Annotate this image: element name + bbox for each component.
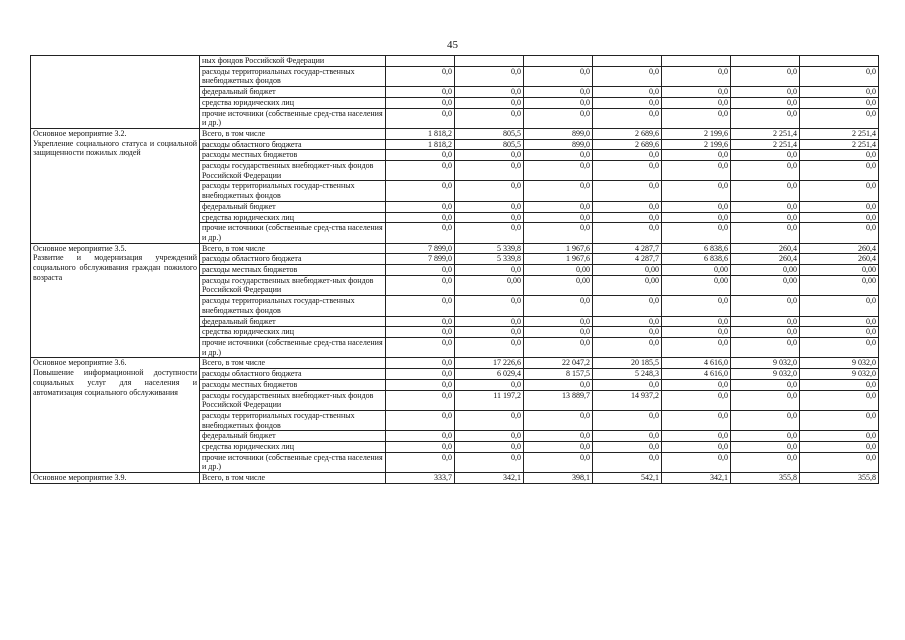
value-cell: 0,0 [386, 431, 455, 442]
value-cell: 2 689,6 [593, 139, 662, 150]
value-cell: 0,00 [731, 265, 800, 276]
funding-source: расходы местных бюджетов [200, 379, 386, 390]
value-cell: 4 287,7 [593, 254, 662, 265]
value-cell: 0,0 [386, 316, 455, 327]
value-cell: 0,0 [800, 327, 879, 338]
value-cell: 0,0 [662, 87, 731, 98]
value-cell: 8 157,5 [524, 369, 593, 380]
value-cell: 0,0 [524, 161, 593, 181]
value-cell: 0,0 [386, 337, 455, 357]
funding-source: расходы территориальных государ-ственных внебюджетных фондов [200, 296, 386, 316]
value-cell: 0,0 [731, 161, 800, 181]
value-cell: 0,0 [731, 97, 800, 108]
value-cell: 0,0 [386, 327, 455, 338]
value-cell: 0,0 [731, 390, 800, 410]
value-cell [800, 56, 879, 67]
value-cell: 0,0 [593, 442, 662, 453]
value-cell: 0,0 [731, 442, 800, 453]
value-cell: 0,0 [593, 161, 662, 181]
value-cell: 0,0 [731, 296, 800, 316]
value-cell: 0,0 [731, 452, 800, 472]
value-cell [731, 56, 800, 67]
value-cell: 342,1 [662, 473, 731, 484]
value-cell: 0,0 [593, 327, 662, 338]
value-cell: 0,0 [524, 452, 593, 472]
value-cell: 0,0 [455, 379, 524, 390]
value-cell: 0,00 [731, 275, 800, 295]
value-cell: 0,0 [386, 265, 455, 276]
value-cell: 0,0 [386, 369, 455, 380]
value-cell: 9 032,0 [731, 358, 800, 369]
value-cell: 0,0 [800, 296, 879, 316]
value-cell: 0,0 [593, 212, 662, 223]
value-cell: 2 689,6 [593, 128, 662, 139]
value-cell [593, 56, 662, 67]
value-cell: 0,0 [662, 379, 731, 390]
table-row [31, 128, 879, 139]
value-cell: 0,0 [524, 327, 593, 338]
value-cell: 11 197,2 [455, 390, 524, 410]
value-cell: 0,0 [731, 316, 800, 327]
value-cell: 0,0 [386, 296, 455, 316]
value-cell: 0,0 [455, 66, 524, 86]
funding-source: средства юридических лиц [200, 97, 386, 108]
value-cell: 0,0 [386, 87, 455, 98]
value-cell: 9 032,0 [800, 369, 879, 380]
value-cell: 0,0 [455, 97, 524, 108]
value-cell: 0,0 [662, 327, 731, 338]
value-cell: 0,0 [455, 87, 524, 98]
funding-source: средства юридических лиц [200, 442, 386, 453]
value-cell: 342,1 [455, 473, 524, 484]
funding-source: расходы областного бюджета [200, 139, 386, 150]
table-row [31, 56, 879, 67]
value-cell: 5 339,8 [455, 243, 524, 254]
value-cell: 0,0 [524, 201, 593, 212]
value-cell: 0,0 [386, 379, 455, 390]
value-cell: 0,0 [662, 201, 731, 212]
value-cell: 1 818,2 [386, 128, 455, 139]
value-cell: 0,0 [386, 201, 455, 212]
value-cell: 6 838,6 [662, 243, 731, 254]
value-cell: 0,0 [524, 296, 593, 316]
value-cell: 0,0 [524, 66, 593, 86]
value-cell: 0,0 [593, 431, 662, 442]
value-cell: 0,0 [455, 296, 524, 316]
value-cell: 0,0 [455, 108, 524, 128]
value-cell: 0,0 [386, 150, 455, 161]
value-cell: 7 899,0 [386, 243, 455, 254]
funding-source: Всего, в том числе [200, 473, 386, 484]
value-cell: 0,0 [593, 66, 662, 86]
value-cell: 4 616,0 [662, 358, 731, 369]
value-cell: 0,0 [731, 410, 800, 430]
value-cell: 0,0 [731, 150, 800, 161]
measure-title: Основное мероприятие 3.5. [33, 243, 127, 253]
value-cell: 0,0 [800, 150, 879, 161]
value-cell: 0,0 [662, 410, 731, 430]
funding-source: ных фондов Российской Федерации [200, 56, 386, 67]
value-cell: 7 899,0 [386, 254, 455, 265]
value-cell: 0,0 [800, 97, 879, 108]
measure-cell [31, 243, 200, 358]
value-cell: 0,0 [524, 410, 593, 430]
value-cell: 0,0 [593, 87, 662, 98]
table-row [31, 358, 879, 369]
value-cell: 0,0 [455, 201, 524, 212]
value-cell: 2 251,4 [800, 139, 879, 150]
value-cell: 0,0 [386, 442, 455, 453]
value-cell: 0,00 [524, 275, 593, 295]
value-cell: 805,5 [455, 128, 524, 139]
value-cell [524, 56, 593, 67]
value-cell: 5 339,8 [455, 254, 524, 265]
value-cell: 0,0 [731, 431, 800, 442]
value-cell: 0,0 [455, 442, 524, 453]
value-cell: 0,0 [524, 212, 593, 223]
value-cell: 0,00 [455, 275, 524, 295]
value-cell: 0,0 [524, 181, 593, 201]
value-cell: 0,0 [662, 66, 731, 86]
value-cell: 4 287,7 [593, 243, 662, 254]
value-cell: 0,0 [800, 390, 879, 410]
value-cell: 0,0 [731, 66, 800, 86]
value-cell: 0,0 [455, 161, 524, 181]
value-cell: 0,0 [455, 431, 524, 442]
value-cell: 6 029,4 [455, 369, 524, 380]
value-cell: 0,0 [455, 410, 524, 430]
funding-source: расходы местных бюджетов [200, 150, 386, 161]
value-cell: 0,0 [800, 108, 879, 128]
table-body [31, 56, 879, 484]
value-cell: 0,0 [524, 87, 593, 98]
page-number: 45 [447, 39, 458, 51]
value-cell: 0,0 [386, 212, 455, 223]
funding-source: прочие источники (собственные сред-ства населения и др.) [200, 337, 386, 357]
value-cell: 0,0 [662, 390, 731, 410]
value-cell: 0,0 [455, 452, 524, 472]
funding-source: Всего, в том числе [200, 128, 386, 139]
value-cell: 0,0 [593, 97, 662, 108]
measure-cell [31, 358, 200, 473]
value-cell: 0,0 [731, 223, 800, 243]
value-cell [455, 56, 524, 67]
value-cell: 0,0 [731, 327, 800, 338]
funding-source: федеральный бюджет [200, 431, 386, 442]
value-cell: 0,0 [800, 452, 879, 472]
value-cell: 0,00 [800, 265, 879, 276]
value-cell: 1 967,6 [524, 243, 593, 254]
value-cell: 0,0 [593, 379, 662, 390]
value-cell: 0,0 [455, 212, 524, 223]
value-cell: 0,0 [731, 87, 800, 98]
value-cell: 0,0 [662, 223, 731, 243]
funding-source: расходы территориальных государ-ственных внебюджетных фондов [200, 410, 386, 430]
funding-source: средства юридических лиц [200, 212, 386, 223]
value-cell: 0,0 [593, 223, 662, 243]
value-cell: 0,0 [593, 181, 662, 201]
value-cell: 355,8 [731, 473, 800, 484]
value-cell [662, 56, 731, 67]
value-cell: 0,0 [800, 316, 879, 327]
value-cell: 355,8 [800, 473, 879, 484]
value-cell: 899,0 [524, 139, 593, 150]
measure-title: Основное мероприятие 3.2. [33, 128, 127, 138]
value-cell: 0,0 [662, 431, 731, 442]
funding-source: расходы местных бюджетов [200, 265, 386, 276]
measure-description: Укрепление социального статуса и социальной защищенности пожилых людей [33, 138, 197, 158]
value-cell: 0,0 [662, 452, 731, 472]
funding-source: федеральный бюджет [200, 201, 386, 212]
value-cell: 0,0 [455, 150, 524, 161]
value-cell: 9 032,0 [731, 369, 800, 380]
funding-source: федеральный бюджет [200, 87, 386, 98]
value-cell: 0,0 [455, 181, 524, 201]
value-cell: 2 199,6 [662, 128, 731, 139]
funding-source: расходы областного бюджета [200, 369, 386, 380]
table-row [31, 243, 879, 254]
funding-source: Всего, в том числе [200, 358, 386, 369]
value-cell: 6 838,6 [662, 254, 731, 265]
value-cell: 0,0 [662, 296, 731, 316]
value-cell: 542,1 [593, 473, 662, 484]
value-cell: 0,0 [455, 265, 524, 276]
value-cell: 0,0 [662, 442, 731, 453]
value-cell: 0,0 [593, 108, 662, 128]
value-cell: 260,4 [731, 243, 800, 254]
value-cell: 0,0 [800, 161, 879, 181]
value-cell: 0,0 [455, 223, 524, 243]
value-cell: 260,4 [800, 243, 879, 254]
measure-cell [31, 473, 200, 484]
value-cell: 0,0 [455, 316, 524, 327]
value-cell: 0,0 [524, 97, 593, 108]
value-cell: 0,0 [386, 66, 455, 86]
value-cell: 0,0 [800, 410, 879, 430]
value-cell: 13 889,7 [524, 390, 593, 410]
funding-source: прочие источники (собственные сред-ства населения и др.) [200, 452, 386, 472]
value-cell: 1 818,2 [386, 139, 455, 150]
value-cell: 0,0 [593, 316, 662, 327]
value-cell: 0,0 [386, 452, 455, 472]
value-cell: 0,0 [800, 66, 879, 86]
funding-source: Всего, в том числе [200, 243, 386, 254]
value-cell: 0,0 [662, 150, 731, 161]
funding-source: расходы территориальных государ-ственных внебюджетных фондов [200, 181, 386, 201]
funding-source: расходы государственных внебюджет-ных фондов Российской Федерации [200, 275, 386, 295]
value-cell: 0,0 [800, 442, 879, 453]
value-cell: 5 248,3 [593, 369, 662, 380]
value-cell: 17 226,6 [455, 358, 524, 369]
value-cell: 0,0 [593, 337, 662, 357]
value-cell: 0,0 [524, 108, 593, 128]
value-cell: 0,0 [731, 379, 800, 390]
funding-source: расходы государственных внебюджет-ных фондов Российской Федерации [200, 161, 386, 181]
value-cell: 0,00 [800, 275, 879, 295]
value-cell: 0,0 [386, 223, 455, 243]
measure-title: Основное мероприятие 3.6. [33, 358, 127, 368]
value-cell: 0,0 [524, 379, 593, 390]
value-cell: 0,0 [524, 337, 593, 357]
value-cell: 0,0 [731, 212, 800, 223]
value-cell: 0,0 [524, 431, 593, 442]
value-cell: 0,0 [593, 150, 662, 161]
funding-source: средства юридических лиц [200, 327, 386, 338]
value-cell: 0,0 [731, 201, 800, 212]
value-cell: 0,0 [800, 379, 879, 390]
value-cell: 0,0 [386, 108, 455, 128]
value-cell: 0,0 [386, 410, 455, 430]
value-cell: 0,0 [455, 337, 524, 357]
value-cell: 0,0 [593, 410, 662, 430]
measure-title: Основное мероприятие 3.9. [33, 473, 127, 483]
value-cell: 0,0 [524, 223, 593, 243]
value-cell: 0,0 [593, 452, 662, 472]
table-row [31, 473, 879, 484]
funding-source: расходы государственных внебюджет-ных фондов Российской Федерации [200, 390, 386, 410]
value-cell: 0,0 [524, 316, 593, 327]
value-cell: 0,0 [731, 181, 800, 201]
value-cell: 0,00 [662, 265, 731, 276]
funding-source: прочие источники (собственные сред-ства населения и др.) [200, 223, 386, 243]
value-cell: 0,0 [524, 442, 593, 453]
value-cell: 0,0 [386, 358, 455, 369]
measure-cell [31, 56, 200, 129]
value-cell: 0,00 [524, 265, 593, 276]
value-cell: 4 616,0 [662, 369, 731, 380]
value-cell: 2 251,4 [800, 128, 879, 139]
measure-cell [31, 128, 200, 243]
value-cell: 1 967,6 [524, 254, 593, 265]
funding-source: прочие источники (собственные сред-ства населения и др.) [200, 108, 386, 128]
value-cell: 0,0 [524, 150, 593, 161]
value-cell: 0,0 [662, 97, 731, 108]
budget-table [30, 55, 879, 484]
value-cell: 260,4 [800, 254, 879, 265]
value-cell: 0,0 [800, 87, 879, 98]
value-cell: 20 185,5 [593, 358, 662, 369]
value-cell: 398,1 [524, 473, 593, 484]
value-cell: 0,0 [800, 181, 879, 201]
value-cell: 260,4 [731, 254, 800, 265]
value-cell: 9 032,0 [800, 358, 879, 369]
value-cell: 14 937,2 [593, 390, 662, 410]
value-cell: 0,0 [662, 316, 731, 327]
funding-source: федеральный бюджет [200, 316, 386, 327]
value-cell: 0,0 [662, 337, 731, 357]
value-cell: 0,00 [662, 275, 731, 295]
measure-description: Развитие и модернизация учреждений социального обслуживания граждан пожилого возраста [33, 253, 197, 282]
funding-source: расходы территориальных государ-ственных внебюджетных фондов [200, 66, 386, 86]
value-cell: 0,0 [386, 275, 455, 295]
value-cell: 0,0 [800, 201, 879, 212]
measure-description: Повышение информационной доступности социальных услуг для населения и автоматизация социального обслуживания [33, 368, 197, 397]
value-cell: 0,0 [800, 337, 879, 357]
value-cell: 0,0 [662, 108, 731, 128]
value-cell: 0,0 [455, 327, 524, 338]
value-cell: 0,0 [662, 181, 731, 201]
value-cell: 0,0 [662, 212, 731, 223]
funding-source: расходы областного бюджета [200, 254, 386, 265]
value-cell: 899,0 [524, 128, 593, 139]
value-cell: 0,0 [386, 161, 455, 181]
value-cell: 2 251,4 [731, 128, 800, 139]
value-cell: 0,00 [593, 265, 662, 276]
value-cell: 0,0 [800, 431, 879, 442]
value-cell [386, 56, 455, 67]
value-cell: 2 199,6 [662, 139, 731, 150]
value-cell: 0,0 [662, 161, 731, 181]
value-cell: 0,0 [386, 390, 455, 410]
value-cell: 22 047,2 [524, 358, 593, 369]
value-cell: 0,0 [593, 296, 662, 316]
value-cell: 0,0 [731, 108, 800, 128]
value-cell: 0,0 [731, 337, 800, 357]
value-cell: 2 251,4 [731, 139, 800, 150]
value-cell: 0,0 [386, 181, 455, 201]
value-cell: 0,0 [800, 223, 879, 243]
value-cell: 333,7 [386, 473, 455, 484]
value-cell: 0,0 [593, 201, 662, 212]
value-cell: 0,00 [593, 275, 662, 295]
value-cell: 0,0 [800, 212, 879, 223]
value-cell: 0,0 [386, 97, 455, 108]
value-cell: 805,5 [455, 139, 524, 150]
